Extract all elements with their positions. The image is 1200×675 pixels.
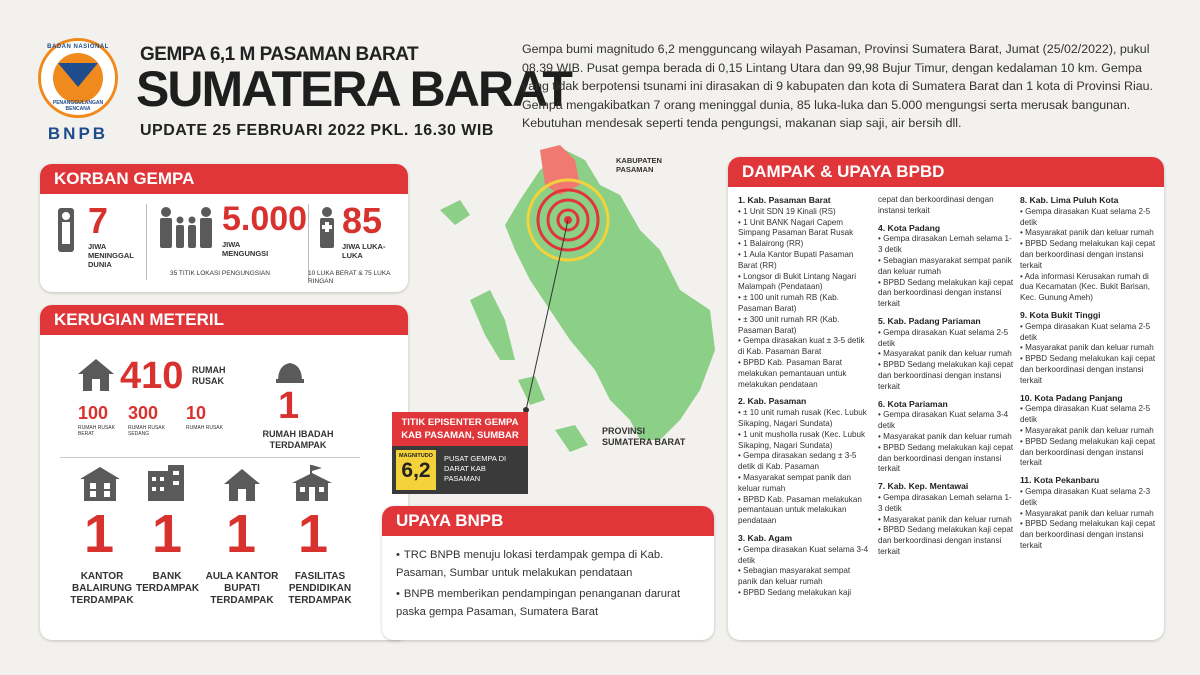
dampak-line: • Masyarakat panik dan keluar rumah (878, 514, 1012, 524)
medium-damage-count: 300 (128, 403, 159, 423)
dampak-line: • BPBD Sedang melakukan kaji cepat dan berkoordinasi dengan instansi terkait (878, 442, 1014, 474)
dampak-section-title: 6. Kota Pariaman (878, 398, 948, 409)
dampak-section (878, 195, 1014, 217)
dampak-column-3 (1020, 195, 1156, 558)
hall-label: AULA KANTOR BUPATI TERDAMPAK (205, 571, 279, 606)
divider (308, 204, 309, 280)
dampak-line: • Masyarakat panik dan keluar rumah (878, 349, 1012, 359)
dampak-column-2 (878, 195, 1014, 564)
dampak-line: • ± 10 unit rumah rusak (Kec. Lubuk Sikaping, Nagari Sundata) (738, 408, 867, 428)
worship-label: RUMAH IBADAH TERDAMPAK (262, 429, 334, 450)
dampak-line: • Masyarakat panik dan keluar rumah (1020, 343, 1154, 353)
upaya-list (382, 536, 714, 621)
heavy-damage-label: RUMAH RUSAK BERAT (78, 425, 115, 437)
dampak-section-title: 9. Kota Bukit Tinggi (1020, 309, 1101, 320)
dampak-line: • Gempa dirasakan Kuat selama 2-5 detik (1020, 321, 1151, 342)
kerugian-panel (40, 305, 408, 640)
island-siberut (470, 290, 515, 360)
upaya-item: • BNPB memberikan pendampingan penanganan darurat paska gempa Pasaman, Sumatera Barat (396, 585, 700, 621)
school-label: FASILITAS PENDIDIKAN TERDAMPAK (288, 571, 352, 606)
dampak-line: • Gempa dirasakan Lemah selama 1-3 detik (878, 234, 1012, 255)
dampak-line: • BPBD Sedang melakukan kaji cepat dan berkoordinasi dengan instansi terkait (1020, 436, 1156, 468)
dampak-section (878, 316, 1014, 393)
dampak-line: • Gempa dirasakan sedang ± 3-5 detik di Kab. Pasaman (738, 451, 857, 472)
epicenter-label: TITIK EPISENTER GEMPA KAB PASAMAN, SUMBAR (392, 412, 528, 446)
dampak-section (1020, 195, 1156, 304)
damaged-houses-count: 410 (120, 355, 184, 397)
dampak-section (738, 195, 870, 390)
dampak-panel (728, 157, 1164, 640)
dampak-line: • BPBD Sedang melakukan kaji cepat dan berkoordinasi dengan instansi terkait (1020, 239, 1156, 270)
dampak-line: • 1 Unit BANK Nagari Capem Simpang Pasaman Barat Rusak (738, 217, 854, 238)
dampak-line: • Gempa dirasakan Lemah selama 1-3 detik (878, 492, 1012, 513)
worship-count: 1 (278, 385, 300, 427)
divider (146, 204, 147, 280)
office-count: 1 (84, 504, 115, 564)
injured-count: 85 (342, 200, 383, 241)
dampak-section-title: 10. Kota Padang Panjang (1020, 392, 1123, 403)
page-title: SUMATERA BARAT (136, 61, 571, 117)
office-label: KANTOR BALAIRUNG TERDAMPAK (70, 571, 134, 606)
refugee-note: 35 TITIK LOKASI PENGUNGSIAN (170, 270, 270, 277)
kerugian-heading: KERUGIAN METERIL (40, 305, 408, 335)
dampak-line: • Masyarakat panik dan keluar rumah (1020, 508, 1154, 518)
logo-triangle-icon (58, 63, 98, 87)
dampak-line: • BPBD Sedang melakukan kaji cepat dan berkoordinasi dengan instansi terkait (1020, 519, 1156, 550)
logo-ring-top-text: BADAN NASIONAL (47, 44, 109, 50)
magnitude-badge (396, 450, 436, 490)
dampak-line: • BPBD Sedang melakukan kaji cepat dan berkoordinasi dengan instansi terkait (878, 360, 1014, 391)
bank-count: 1 (152, 504, 183, 564)
refugee-family-icon (156, 206, 216, 250)
dampak-line: cepat dan berkoordinasi dengan instansi terkait (878, 195, 994, 215)
upaya-panel (382, 506, 714, 640)
damaged-houses-label: RUMAH RUSAK (192, 365, 226, 386)
dampak-section (1020, 475, 1156, 552)
dampak-section (878, 399, 1014, 476)
bank-label: BANK TERDAMPAK (136, 571, 200, 594)
dampak-section (1020, 310, 1156, 387)
divider (60, 457, 360, 458)
upaya-heading: UPAYA BNPB (382, 506, 714, 536)
korban-panel (40, 164, 408, 292)
dampak-line: • 1 Unit SDN 19 Kinali (RS) (738, 206, 836, 216)
dampak-line: • Gempa dirasakan kuat ± 3-5 detik di Kab. Pasaman Barat (738, 336, 865, 357)
logo-ring-bottom-text: PENANGGULANGAN BENCANA (52, 100, 104, 112)
injured-label: JIWA LUKA-LUKA (342, 242, 386, 260)
injured-person-icon (318, 206, 336, 250)
dampak-line: • 1 Balairong (RR) (738, 239, 804, 249)
provinsi-label: PROVINSI SUMATERA BARAT (602, 426, 686, 447)
dampak-line: • ± 300 unit rumah RR (Kab. Pasaman Barat) (738, 314, 840, 335)
dampak-section-title: 3. Kab. Agam (738, 532, 793, 543)
heavy-damage-count: 100 (78, 403, 109, 423)
dampak-heading: DAMPAK & UPAYA BPBD (728, 157, 1164, 187)
deceased-person-icon (56, 208, 76, 252)
dampak-line: • ± 100 unit rumah RB (Kab. Pasaman Barat) (738, 293, 839, 313)
upaya-item: • TRC BNPB menuju lokasi terdampak gempa di Kab. Pasaman, Sumbar untuk melakukan pendataan (396, 546, 700, 582)
dampak-line: • BPBD Sedang melakukan kaji cepat dan berkoordinasi dengan instansi terkait (1020, 354, 1156, 385)
magnitude-label: MAGNITUDO (399, 453, 433, 459)
island-pagai (555, 425, 588, 452)
dampak-line: • 1 Aula Kantor Bupati Pasaman Barat (RR) (738, 249, 854, 270)
dampak-line: • BPBD Sedang melakukan kaji cepat dan berkoordinasi dengan instansi terkait (878, 277, 1014, 309)
hall-count: 1 (226, 504, 257, 564)
dampak-section (878, 481, 1014, 558)
magnitude-value: 6,2 (401, 459, 431, 482)
dampak-section (738, 533, 870, 599)
update-timestamp: UPDATE 25 FEBRUARI 2022 PKL. 16.30 WIB (140, 122, 494, 139)
dampak-line: • BPBD Kab. Pasaman Barat melakukan pemantauan untuk melakukan pendataan (738, 357, 847, 389)
dampak-line: • BPBD Kab. Pasaman melakukan pemantauan untuk melakukan pendataan (738, 494, 862, 526)
dampak-line: • Ada informasi Kerusakan rumah di dua Kecamatan (Kec. Bukit Barisan, Kec. Gunung Ameh) (1020, 271, 1151, 303)
dampak-line: • Sebagian masyarakat sempat panik dan keluar rumah (738, 566, 851, 587)
refugee-label: JIWA MENGUNGSI (222, 240, 269, 258)
school-count: 1 (298, 504, 329, 564)
dampak-line: • Sebagian masyarakat sempat panik dan keluar rumah (878, 255, 1012, 276)
office-building-icon (80, 467, 120, 501)
magnitude-box (392, 446, 528, 494)
dampak-line: • Gempa dirasakan Kuat selama 2-5 detik (1020, 206, 1151, 227)
bnpb-logo (38, 38, 118, 118)
light-damage-label: RUMAH RUSAK (186, 425, 223, 431)
mosque-dome-icon (276, 361, 304, 383)
logo-wordmark: BNPB (47, 124, 109, 143)
dampak-section-title: 2. Kab. Pasaman (738, 396, 807, 407)
korban-heading: KORBAN GEMPA (40, 164, 408, 194)
dampak-line: • Gempa dirasakan Kuat selama 2-3 detik (1020, 486, 1151, 507)
injured-note: 10 LUKA BERAT & 75 LUKA RINGAN (308, 270, 391, 285)
kabupaten-label: KABUPATEN PASAMAN (616, 156, 662, 174)
dampak-line: • BPBD Sedang melakukan kaji cepat dan berkoordinasi dengan instansi terkait (878, 525, 1014, 556)
dampak-line: • 1 unit musholla rusak (Kec. Lubuk Sikaping, Nagari Sundata) (738, 429, 866, 450)
refugee-count: 5.000 (222, 200, 308, 238)
page-subtitle: GEMPA 6,1 M PASAMAN BARAT (140, 44, 419, 65)
house-icon (78, 359, 114, 391)
school-building-icon (292, 465, 332, 501)
dampak-column-1 (738, 195, 870, 605)
island-1 (440, 200, 470, 225)
dampak-line: • Gempa dirasakan Kuat selama 3-4 detik (738, 544, 869, 565)
dampak-line: • Masyarakat panik dan keluar rumah (1020, 425, 1154, 435)
dampak-line: • Masyarakat panik dan keluar rumah (1020, 228, 1154, 238)
dampak-line: • Gempa dirasakan Kuat selama 2-5 detik (878, 327, 1009, 348)
dampak-line: • Gempa dirasakan Kuat selama 2-5 detik (1020, 404, 1151, 425)
dampak-section (1020, 393, 1156, 470)
dampak-line: • Masyarakat sempat panik dan keluar rumah (738, 472, 852, 493)
bank-building-icon (148, 465, 184, 501)
dampak-line: • Gempa dirasakan Kuat selama 3-4 detik (878, 410, 1009, 431)
deceased-count: 7 (88, 200, 109, 241)
hall-house-icon (224, 469, 260, 501)
magnitude-desc: PUSAT GEMPA DI DARAT KAB PASAMAN (444, 454, 507, 483)
deceased-label: JIWA MENINGGAL DUNIA (88, 242, 134, 269)
dampak-section (738, 396, 870, 527)
dampak-line: • BPBD Sedang melakukan kaji (738, 587, 852, 597)
dampak-section-title: 11. Kota Pekanbaru (1020, 475, 1100, 486)
medium-damage-label: RUMAH RUSAK SEDANG (128, 425, 165, 437)
dampak-section-title: 4. Kota Padang (878, 222, 941, 233)
dampak-line: • Masyarakat panik dan keluar rumah (878, 431, 1012, 441)
dampak-section-title: 1. Kab. Pasaman Barat (738, 195, 831, 205)
summary-paragraph: Gempa bumi magnitudo 6,2 mengguncang wilayah Pasaman, Provinsi Sumatera Barat, Jumat (25/02/2022), pukul 08.39 WIB. Pusat gempa berada di 0,15 Lintang Utara dan 99,98 Bujur Timur, dengan kedalaman 10 km. Gempa yang tidak berpotensi tsunami ini dirasakan di 9 kabupaten dan kota di Sumatera Barat dan 1 kota di Provinsi Riau. Gempa mengakibatkan 7 orang meninggal dunia, 85 luka-luka dan 5.000 mengungsi serta merusak bangunan. Kebutuhan mendesak seperti tenda pengungsi, makanan siap saji, air bersih dll. (522, 42, 1153, 130)
dampak-section (878, 223, 1014, 310)
dampak-section-title: 7. Kab. Kep. Mentawai (878, 481, 969, 492)
dampak-line: • Longsor di Bukit Lintang Nagari Malampah (Pendataan) (738, 271, 857, 292)
light-damage-count: 10 (186, 403, 207, 423)
island-sipora (518, 376, 545, 405)
dampak-section-title: 8. Kab. Lima Puluh Kota (1020, 195, 1119, 205)
dampak-section-title: 5. Kab. Padang Pariaman (878, 315, 981, 326)
